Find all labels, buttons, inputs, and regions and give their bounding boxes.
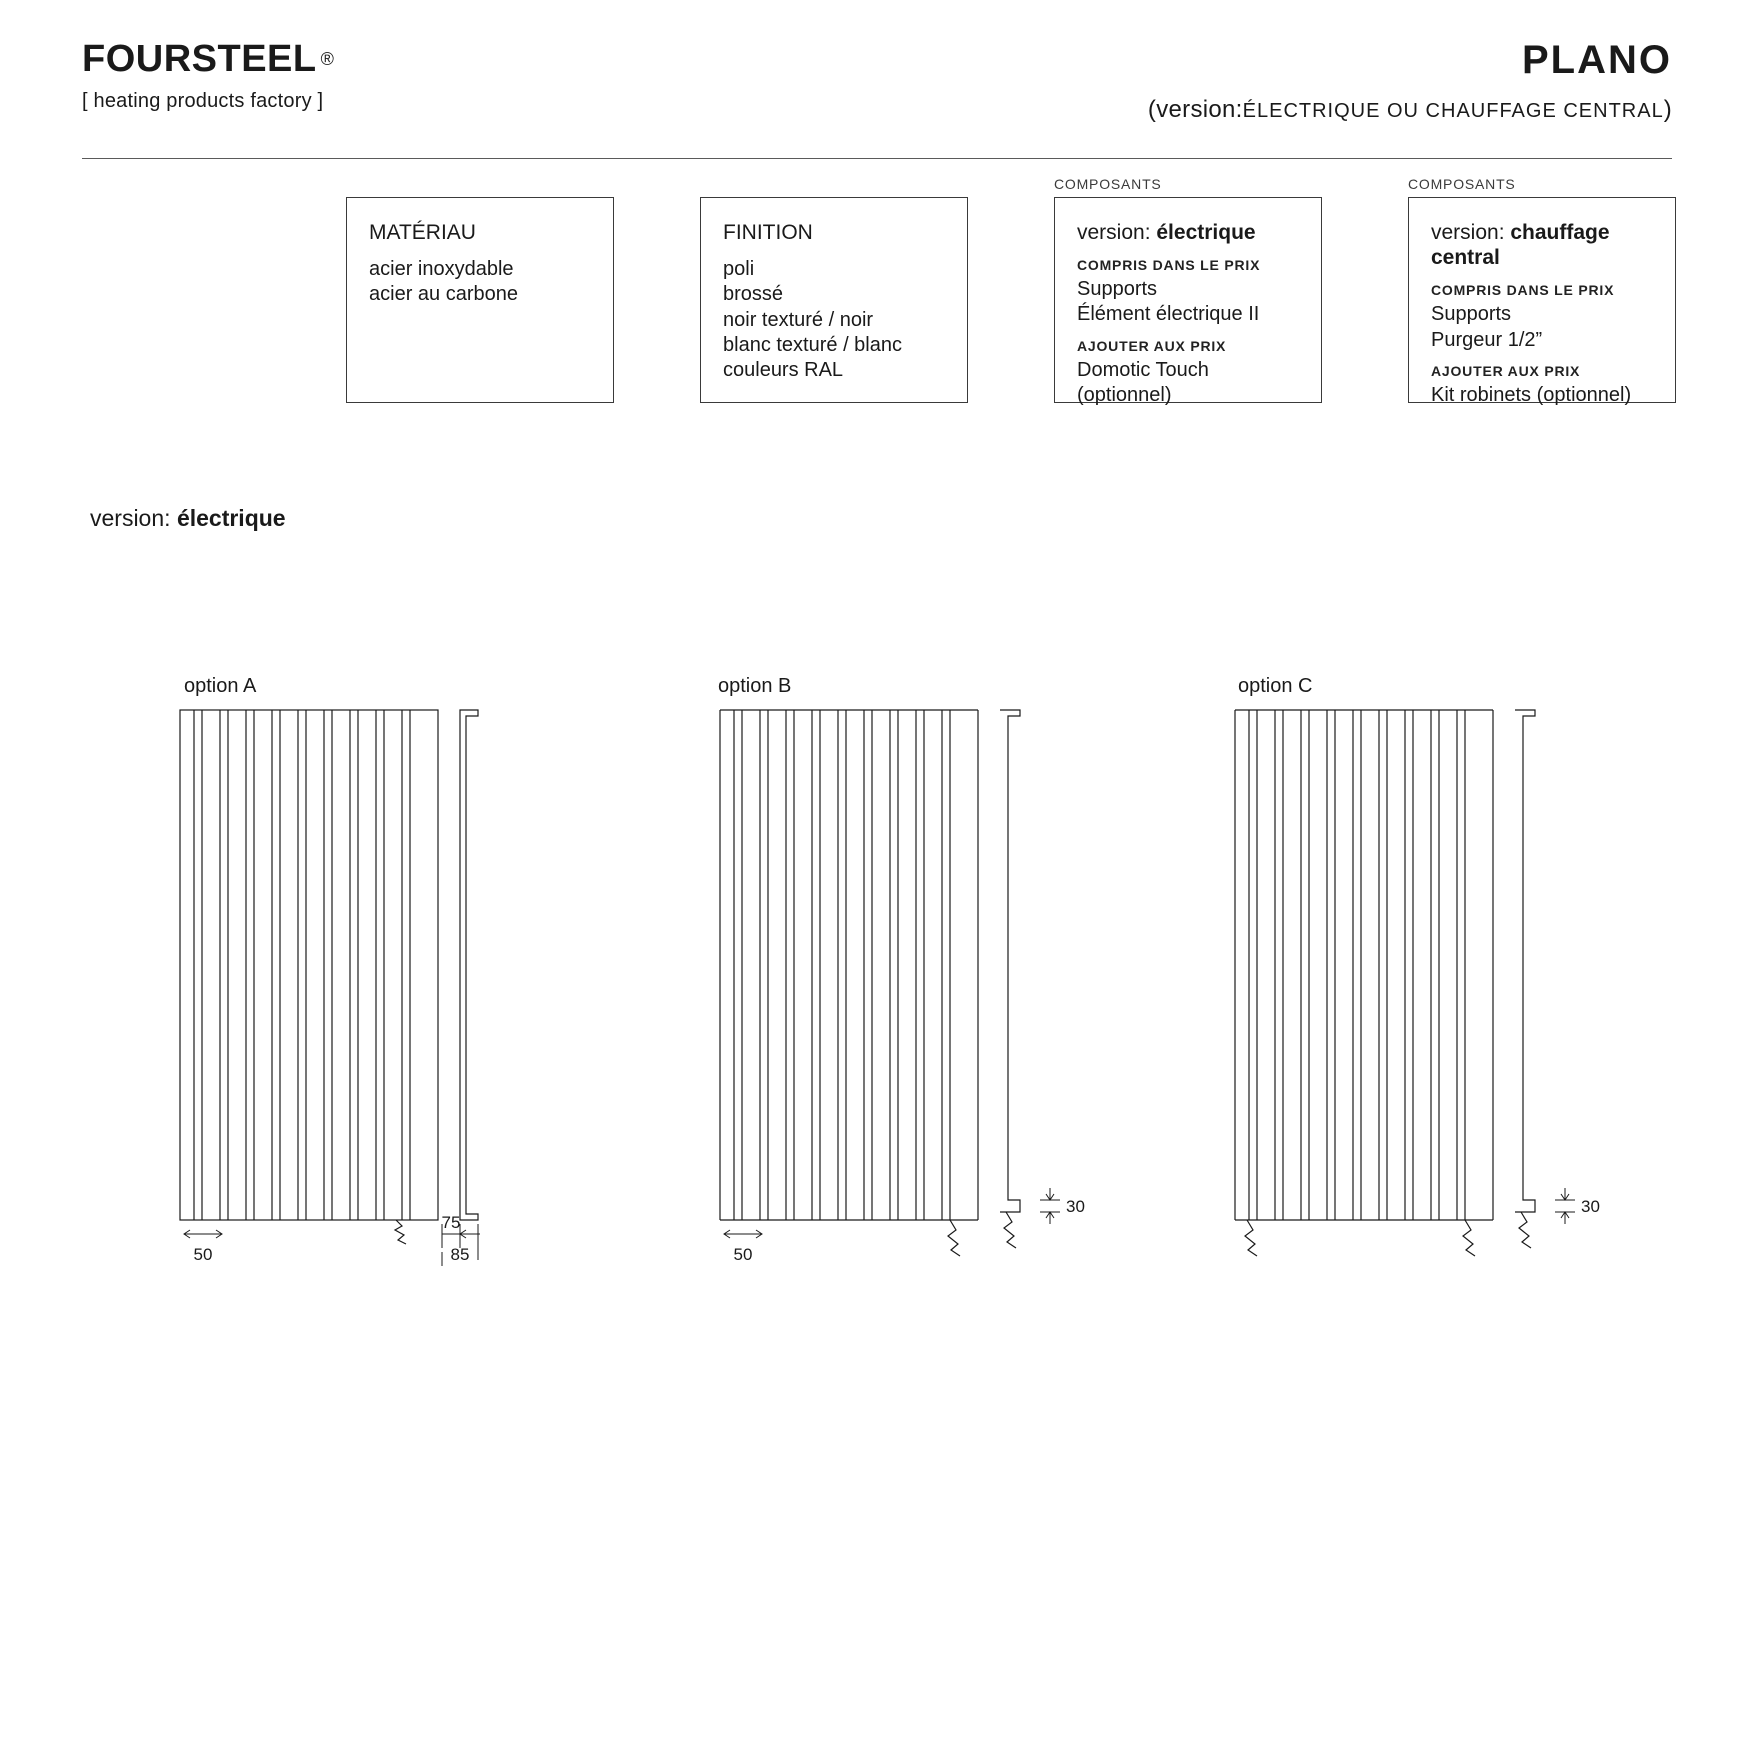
- page-header: [82, 40, 1672, 150]
- spec-title-version-chauffage-central: [1431, 220, 1653, 270]
- spec-caption-included: COMPRIS DANS LE PRIX: [1431, 282, 1615, 299]
- option-a-dim-85: 85: [450, 1245, 470, 1264]
- brand-name: FOURSTEEL: [82, 38, 317, 80]
- version-prefix: (version:: [1147, 96, 1243, 123]
- spec-caption-included: COMPRIS DANS LE PRIX: [1077, 257, 1261, 274]
- option-c-dim-30: 30: [1581, 1197, 1600, 1216]
- option-a-dimension-lines: [184, 1224, 480, 1266]
- option-b-drawing: [700, 700, 1120, 1300]
- spec-line: Élément électrique II: [1077, 303, 1260, 326]
- option-c-drawing: [1215, 700, 1635, 1300]
- spec-line: Supports: [1431, 303, 1512, 326]
- spec-caption-extra: AJOUTER AUX PRIX: [1431, 362, 1581, 379]
- option-b-label: option B: [718, 675, 792, 697]
- spec-line: blanc texturé / blanc: [723, 333, 902, 356]
- option-b-dim-30: 30: [1066, 1197, 1085, 1216]
- spec-line: couleurs RAL: [723, 358, 844, 381]
- section-label-value: électrique: [176, 505, 286, 531]
- spec-box-finition: [700, 197, 968, 403]
- spec-caption-extra: AJOUTER AUX PRIX: [1077, 337, 1227, 354]
- option-b-dim-50: 50: [733, 1245, 753, 1264]
- spec-title-materiau: MATÉRIAU: [369, 221, 476, 244]
- spec-line: Purgeur 1/2”: [1431, 328, 1543, 351]
- product-version-line: [1148, 96, 1672, 124]
- spec-title-finition: FINITION: [723, 221, 813, 244]
- spec-line: Kit robinets (optionnel): [1431, 383, 1632, 406]
- spec-title-value: chauffage central: [1431, 221, 1610, 270]
- section-label-prefix: version:: [90, 505, 177, 531]
- spec-line: noir texturé / noir: [723, 308, 874, 331]
- spec-box-composants-chauffage-central: [1408, 197, 1676, 406]
- spec-line: acier inoxydable: [369, 258, 514, 281]
- spec-title-value: électrique: [1156, 221, 1256, 244]
- spec-line: acier au carbone: [369, 283, 518, 306]
- option-a-dim-50: 50: [193, 1245, 213, 1264]
- section-label-version: [90, 505, 286, 532]
- spec-line: Domotic Touch (optionnel): [1077, 358, 1209, 406]
- spec-box-materiau: [346, 197, 614, 403]
- header-divider: [82, 158, 1672, 159]
- spec-title-version-electrique: [1077, 220, 1299, 245]
- spec-line: poli: [723, 258, 755, 281]
- spec-overtitle-composants-electrique: COMPOSANTS: [1054, 176, 1162, 192]
- brand-subtitle: [ heating products factory ]: [82, 90, 324, 112]
- technical-drawings: [0, 640, 1754, 1360]
- option-c-label: option C: [1238, 675, 1313, 697]
- spec-overtitle-composants-central: COMPOSANTS: [1408, 176, 1516, 192]
- option-a-dim-75: 75: [441, 1213, 461, 1232]
- page-title: PLANO: [1522, 38, 1672, 82]
- version-suffix: ): [1663, 96, 1672, 123]
- option-a-label: option A: [184, 675, 257, 697]
- option-c-dimension-lines: [1555, 1188, 1575, 1224]
- spec-title-prefix: version:: [1077, 221, 1157, 244]
- option-a-drawing: [160, 700, 580, 1300]
- brand-registered-mark: ®: [320, 48, 334, 69]
- spec-box-composants-electrique: [1054, 197, 1322, 406]
- option-b-dimension-lines: [724, 1188, 1060, 1238]
- product-title-block: [1148, 40, 1672, 124]
- spec-line: brossé: [723, 283, 784, 306]
- spec-boxes-row: [82, 176, 1672, 410]
- spec-line: Supports: [1077, 278, 1158, 301]
- spec-title-prefix: version:: [1431, 221, 1511, 244]
- version-value: ÉLECTRIQUE OU CHAUFFAGE CENTRAL: [1242, 100, 1664, 122]
